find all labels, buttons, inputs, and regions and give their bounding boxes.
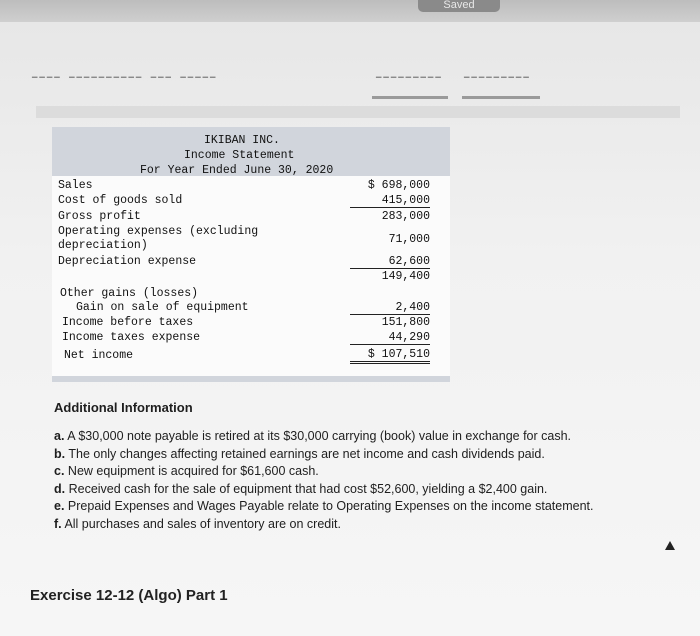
row-label-depreciation: Depreciation expense bbox=[58, 255, 197, 268]
cut-off-rule-1 bbox=[372, 96, 448, 99]
row-amount-gain-on-sale: 2,400 bbox=[350, 301, 430, 315]
cut-off-rule-2 bbox=[462, 96, 540, 99]
row-amount-depreciation: 62,600 bbox=[350, 255, 430, 269]
statement-title: Income Statement bbox=[184, 149, 295, 162]
row-label-gain-on-sale: Gain on sale of equipment bbox=[76, 301, 249, 314]
top-bar bbox=[0, 0, 700, 22]
additional-information-heading: Additional Information bbox=[54, 400, 193, 415]
exercise-title: Exercise 12-12 (Algo) Part 1 bbox=[30, 587, 228, 604]
row-amount-income-taxes: 44,290 bbox=[350, 331, 430, 345]
row-amount-cogs: 415,000 bbox=[350, 194, 430, 208]
row-label-operating-expenses: Operating expenses (excluding bbox=[58, 225, 259, 238]
info-item-a: a. A $30,000 note payable is retired at its $30,000 carrying (book) value in exchange for cash. bbox=[54, 429, 572, 443]
info-item-f: f. All purchases and sales of inventory are on credit. bbox=[54, 516, 341, 531]
info-item-e: e. Prepaid Expenses and Wages Payable relate to Operating Expenses on the income statement. bbox=[54, 499, 594, 513]
row-label-operating-expenses-cont: depreciation) bbox=[58, 239, 148, 252]
saved-status-badge: Saved bbox=[418, 0, 500, 12]
info-item-c: c. New equipment is acquired for $61,600 cash. bbox=[54, 464, 319, 478]
row-amount-income-before-taxes: 151,800 bbox=[381, 316, 430, 329]
row-label-net-income: Net income bbox=[64, 349, 134, 362]
info-item-d: d. Received cash for the sale of equipment that had cost $52,600, yielding a $2,400 gain. bbox=[54, 481, 548, 496]
info-item-b: b. The only changes affecting retained earnings are net income and cash dividends paid. bbox=[54, 446, 545, 461]
cut-off-column-1: ▔▔▔▔▔▔▔▔▔ bbox=[376, 78, 443, 88]
statement-header bbox=[52, 127, 450, 176]
cut-off-column-2: ▔▔▔▔▔▔▔▔▔ bbox=[464, 78, 531, 88]
row-amount-gross-profit: 283,000 bbox=[381, 210, 430, 223]
row-label-cogs: Cost of goods sold bbox=[58, 194, 183, 207]
row-label-gross-profit: Gross profit bbox=[58, 210, 141, 223]
company-name: IKIBAN INC. bbox=[204, 134, 280, 147]
cursor-arrow-icon bbox=[665, 541, 675, 550]
divider-band bbox=[36, 106, 680, 118]
additional-information bbox=[54, 400, 694, 534]
income-statement bbox=[52, 127, 450, 382]
row-label-income-taxes: Income taxes expense bbox=[62, 331, 201, 344]
statement-period: For Year Ended June 30, 2020 bbox=[140, 164, 334, 177]
row-amount-operating-expenses: 71,000 bbox=[388, 233, 430, 246]
statement-footer bbox=[52, 376, 450, 382]
row-amount-net-income: $ 107,510 bbox=[350, 348, 430, 364]
row-amount-operating-income: 149,400 bbox=[381, 270, 430, 283]
row-label-income-before-taxes: Income before taxes bbox=[62, 316, 194, 329]
row-label-sales: Sales bbox=[58, 179, 93, 192]
row-amount-sales: $ 698,000 bbox=[367, 179, 430, 192]
row-label-other-gains: Other gains (losses) bbox=[60, 287, 199, 300]
cut-off-heading: ▔▔▔▔ ▔▔▔▔▔▔▔▔▔▔ ▔▔▔ ▔▔▔▔▔ bbox=[32, 78, 218, 88]
